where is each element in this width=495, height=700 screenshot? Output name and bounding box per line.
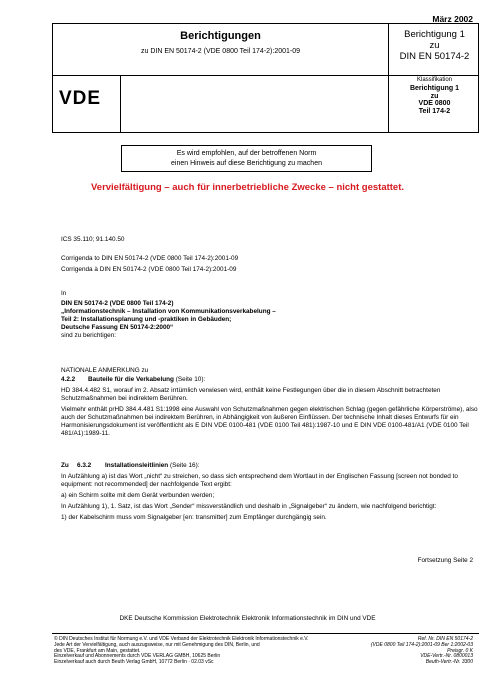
classification-label: Klassifikation: [416, 77, 452, 83]
copy-warning: Vervielfältigung – auch für innerbetriebliche Zwecke – nicht gestattet.: [90, 182, 405, 193]
document-subtitle: zu DIN EN 50174-2 (VDE 0800 Teil 174-2):2001-09: [140, 48, 301, 55]
corrigenda-en: Corrigenda to DIN EN 50174-2 (VDE 0800 Teil 174-2):2001-09: [61, 255, 239, 262]
notice-box: Es wird empfohlen, auf der betroffenen Norm einen Hinweis auf diese Berichtigung zu machen: [121, 145, 372, 172]
divider: [53, 75, 478, 76]
correction-reference: Berichtigung 1 zu DIN EN 50174-2: [399, 29, 470, 62]
in-label: In: [61, 290, 67, 297]
divider: [120, 75, 121, 132]
divider: [52, 633, 479, 634]
footer-references: Ref. Nr. DIN EN 50174-2 (VDE 0800 Teil 174-2):2001-09 Ber 1:2002-03 Preisgr. 0 K VDE-Vertr.-Nr. 0800013 Beuth-Vertr.-Nr. 3300: [370, 636, 473, 666]
standard-reference: DIN EN 50174-2 (VDE 0800 Teil 174-2) „Informationstechnik – Installation von Kommunikationsverkabelung – Teil 2: Installationsplanung und -praktiken in Gebäuden; Deutsche Fassung EN 50174-2:2000“ sind zu berichtigen:: [61, 300, 276, 339]
corrigenda-fr: Corrigenda à DIN EN 50174-2 (VDE 0800 Teil 174-2):2001-09: [61, 266, 237, 273]
continued-note: Fortsetzung Seite 2: [417, 557, 473, 564]
footer-copyright: © DIN Deutsches Institut für Normung e.V. und VDE Verband der Elektrotechnik Elektronik Informationstechnik e.V. Jede Art der Vervielfältigung, auch auszugsweise, nur mit Genehmigung des DIN, Berlin, und des VDE, Frankfurt am Main, gestattet. Einzelverkauf und Abonnements durch VDE VERLAG GMBH, 10625 Berlin Einzelverkauf auch durch Beuth Verlag GmbH, 10772 Berlin · 02.03 vSc: [54, 636, 309, 666]
national-note: NATIONALE ANMERKUNG zu 4.2.2 Bauteile für die Verkabelung (Seite 10): HD 384.4.482 S1, worauf im 2. Absatz irrtümlich verwiesen wird, enthält keine Festlegungen über die in diesem Abschnitt betrachteten Schutzmaßnahmen bei indirektem Berühren. Vielmehr enthält prHD 384.4.481 S1:1998 eine Auswahl von Schutzmaßnahmen gegen elektrischen Schlag (gegen gefährliche Körperströme), also auch der Schutzmaßnahmen bei indirektem Berühren, in Abhängigkeit von äußeren Einflüssen. Der technische Inhalt dieses Entwurfs für ein Harmonisierungsdokument ist veröffentlicht als E DIN VDE 0100-481 (VDE 0100 Teil 481):1987-10 und E DIN VDE 0100-481/A1 (VDE 0100 Teil 481/A1):1989-11.: [61, 367, 478, 437]
document-title: Berichtigungen: [180, 30, 261, 42]
ics-code: ICS 35.110; 91.140.50: [61, 236, 125, 243]
classification-value: Berichtigung 1 zu VDE 0800 Teil 174-2: [409, 85, 459, 115]
vde-logo: VDE: [59, 88, 102, 109]
section-6-3-2: Zu 6.3.2 Installationsleitlinien (Seite 16): In Aufzählung a) ist das Wort „nicht“ zu streichen, so dass sich entsprechend dem Wortlaut in der Englischen Fassung [screen not bonded to equipment: not recommended] der nachfolgende Text ergibt: a) ein Schirm sollte mit dem Gerät verbunden werden; In Aufzählung 1), 1. Satz, ist das Wort „Sender“ missverständlich und deshalb in „Signalgeber“ zu ändern, wie nachfolgend berichtigt: 1) der Kabelschirm muss vom Signalgeber [en: transmitter] zum Empfänger durchgängig sein.: [61, 462, 458, 521]
document-header: [52, 23, 479, 133]
dke-line: DKE Deutsche Kommission Elektrotechnik Elektronik Informationstechnik im DIN und VDE: [119, 615, 376, 622]
issue-date: März 2002: [432, 14, 473, 24]
